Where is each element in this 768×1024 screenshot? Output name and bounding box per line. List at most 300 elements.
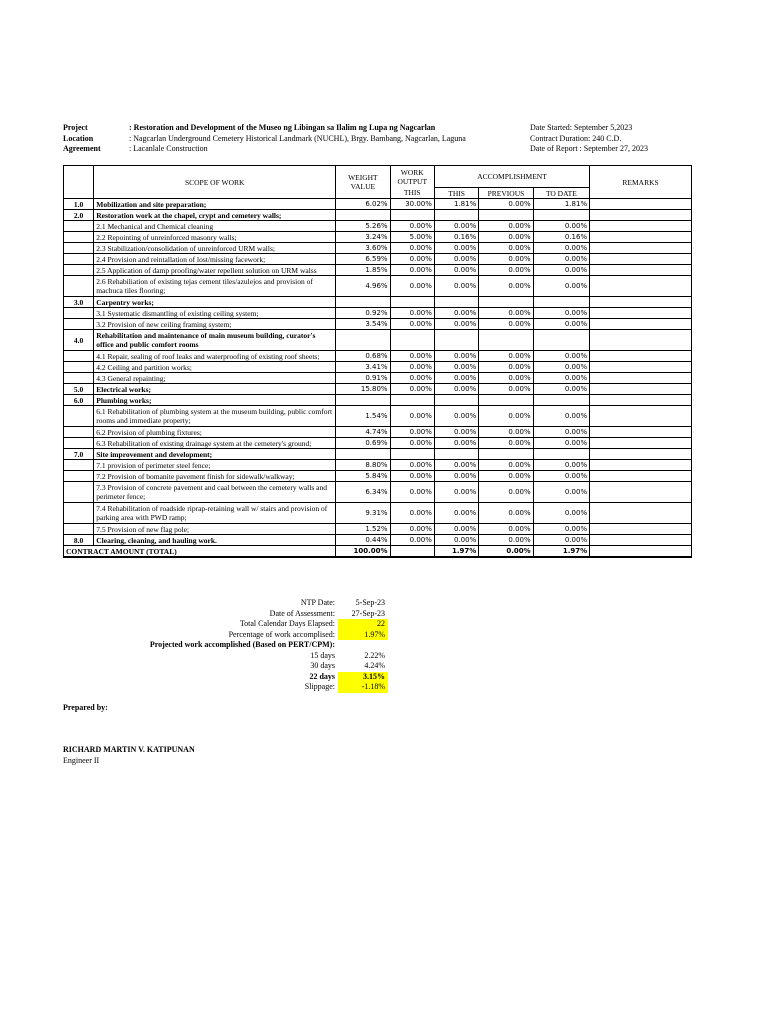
date-of-report: Date of Report : September 27, 2023 [530,144,648,153]
summary-label: Percentage of work accomplised: [228,629,335,639]
contract-duration: Contract Duration: 240 C.D. [530,133,622,143]
total-label: CONTRACT AMOUNT (TOTAL) [64,546,336,558]
remarks [590,232,692,243]
weight-value: 15.80% [336,384,390,395]
header-label: Location [63,133,94,143]
table-row [64,276,692,297]
weight-value: 3.24% [336,232,390,243]
accomplishment-this: 0.00% [434,427,478,438]
accomplishment-previous: 0.00% [479,535,533,546]
accomplishment-previous: 0.00% [479,373,533,384]
accomplishment-this: 0.00% [434,524,478,535]
col-no [64,166,94,199]
weight-value: 4.96% [336,276,390,297]
accomplishment-previous: 0.00% [479,362,533,373]
accomplishment-to-date: 0.00% [533,503,589,524]
work-output: 0.00% [390,438,434,449]
remarks [590,210,692,221]
accomplishment-this: 0.00% [434,362,478,373]
col-previous: PREVIOUS [479,188,533,199]
item-number: 5.0 [64,384,94,395]
item-number [64,406,94,427]
weight-value: 0.69% [336,438,390,449]
weight-value: 3.60% [336,243,390,254]
accomplishment-to-date: 0.00% [533,524,589,535]
accomplishment-to-date: 0.16% [533,232,589,243]
item-description: Clearing, cleaning, and hauling work. [94,535,336,546]
accomplishment-to-date: 0.00% [533,460,589,471]
accomplishment-previous [479,330,533,351]
accomplishment-previous: 0.00% [479,319,533,330]
work-output [390,449,434,460]
remarks [590,384,692,395]
table-row [64,210,692,221]
summary-row [130,682,388,693]
weight-value: 1.54% [336,406,390,427]
accomplishment-this: 0.00% [434,438,478,449]
weight-value: 9.31% [336,503,390,524]
table-row [64,362,692,373]
accomplishment-to-date: 0.00% [533,221,589,232]
remarks [590,535,692,546]
remarks [590,449,692,460]
item-number: 8.0 [64,535,94,546]
accomplishment-previous: 0.00% [479,243,533,254]
work-output: 0.00% [390,319,434,330]
col-remarks: REMARKS [590,166,692,199]
weight-value: 3.54% [336,319,390,330]
summary-row [130,672,388,683]
header-value: : Nagcarlan Underground Cemetery Historical Landmark (NUCHL), Brgy. Bambang, Nagcarlan, Laguna [129,133,466,143]
summary-row [130,651,388,662]
accomplishment-to-date: 0.00% [533,482,589,503]
weight-value: 1.52% [336,524,390,535]
weight-value: 5.26% [336,221,390,232]
summary-value: 4.24% [364,661,385,670]
total-output [390,546,434,558]
table-row [64,373,692,384]
table-row [64,438,692,449]
item-description: 3.2 Provision of new ceiling framing system; [94,319,336,330]
work-output: 0.00% [390,276,434,297]
table-row [64,427,692,438]
item-number [64,319,94,330]
accomplishment-previous: 0.00% [479,427,533,438]
accomplishment-this: 0.00% [434,373,478,384]
work-output: 0.00% [390,460,434,471]
item-number: 7.0 [64,449,94,460]
work-output [390,395,434,406]
accomplishment-to-date: 1.81% [533,199,589,210]
remarks [590,362,692,373]
col-scope: SCOPE OF WORK [94,166,336,199]
accomplishment-to-date: 0.00% [533,384,589,395]
item-description: 7.3 Provision of concrete pavement and caal between the cemetery walls and perimeter fence; [94,482,336,503]
total-weight: 100.00% [336,546,390,558]
accomplishment-this: 0.00% [434,276,478,297]
item-description: 4.2 Ceiling and partition works; [94,362,336,373]
col-to-date: TO DATE [533,188,589,199]
table-row [64,243,692,254]
weight-value: 5.84% [336,471,390,482]
preparer-name: RICHARD MARTIN V. KATIPUNAN [63,745,195,754]
work-output [390,210,434,221]
summary-value: -1.18% [338,682,388,693]
summary-label: Slippage: [304,682,335,691]
work-output: 0.00% [390,351,434,362]
total-this: 1.97% [434,546,478,558]
weight-value: 1.85% [336,265,390,276]
col-accomplishment: ACCOMPLISHMENT [434,166,589,188]
remarks [590,265,692,276]
accomplishment-to-date: 0.00% [533,406,589,427]
work-output: 0.00% [390,482,434,503]
col-work-output: WORK OUTPUT [390,166,434,188]
accomplishment-previous [479,210,533,221]
item-number [64,221,94,232]
remarks [590,319,692,330]
work-output: 0.00% [390,471,434,482]
remarks [590,373,692,384]
weight-value: 0.92% [336,308,390,319]
item-number [64,265,94,276]
accomplishment-to-date: 0.00% [533,471,589,482]
remarks [590,395,692,406]
header-value: : Lacanlale Construction [129,144,208,153]
accomplishment-this: 0.00% [434,482,478,503]
item-number [64,503,94,524]
item-description: 6.2 Provision of plumbing fixtures; [94,427,336,438]
item-description: Rehabilitation and maintenance of main museum building, curator's office and public comfort rooms [94,330,336,351]
table-row [64,232,692,243]
work-output: 0.00% [390,265,434,276]
item-number [64,373,94,384]
weight-value [336,395,390,406]
accomplishment-to-date: 0.00% [533,243,589,254]
remarks [590,471,692,482]
weight-value [336,297,390,308]
work-output: 0.00% [390,373,434,384]
item-description: 2.1 Mechanical and Chemical cleaning [94,221,336,232]
total-row [64,546,692,558]
accomplishment-this: 0.00% [434,221,478,232]
accomplishment-previous: 0.00% [479,482,533,503]
header-label: Agreement [63,144,101,153]
accomplishment-to-date: 0.00% [533,351,589,362]
weight-value: 8.80% [336,460,390,471]
remarks [590,199,692,210]
accomplishment-to-date: 0.00% [533,308,589,319]
accomplishment-previous: 0.00% [479,503,533,524]
item-description: 2.2 Repointing of unreinforced masonry walls; [94,232,336,243]
table-row [64,503,692,524]
work-output [390,330,434,351]
table-row [64,199,692,210]
item-number [64,254,94,265]
item-description: 3.1 Systematic dismantling of existing ceiling system; [94,308,336,319]
item-description: 6.3 Rehabilitation of existing drainage system at the cemetery's ground; [94,438,336,449]
table-row [64,265,692,276]
weight-value [336,449,390,460]
item-description: 4.3 General repainting; [94,373,336,384]
summary-row [130,640,388,651]
accomplishment-to-date: 0.00% [533,265,589,276]
remarks [590,308,692,319]
remarks [590,351,692,362]
total-to-date: 1.97% [533,546,589,558]
accomplishment-previous: 0.00% [479,406,533,427]
work-output: 0.00% [390,308,434,319]
weight-value: 0.68% [336,351,390,362]
item-number [64,276,94,297]
date-started: Date Started: September 5,2023 [530,123,633,132]
summary-label: 15 days [310,650,335,660]
work-output: 0.00% [390,406,434,427]
item-number: 2.0 [64,210,94,221]
accomplishment-previous: 0.00% [479,265,533,276]
accomplishment-this: 0.00% [434,308,478,319]
accomplishment-this: 0.00% [434,406,478,427]
accomplishment-to-date: 0.00% [533,535,589,546]
work-output: 0.00% [390,221,434,232]
work-output: 0.00% [390,384,434,395]
item-description: Restoration work at the chapel, crypt and cemetery walls; [94,210,336,221]
item-number [64,471,94,482]
work-output: 0.00% [390,254,434,265]
total-remarks [590,546,692,558]
accomplishment-previous: 0.00% [479,254,533,265]
item-number [64,482,94,503]
table-row [64,395,692,406]
work-output: 0.00% [390,243,434,254]
accomplishment-previous: 0.00% [479,308,533,319]
item-number [64,438,94,449]
weight-value: 3.41% [336,362,390,373]
table-row [64,524,692,535]
table-row [64,460,692,471]
weight-value: 6.59% [336,254,390,265]
accomplishment-this: 0.00% [434,254,478,265]
summary-value: 1.97% [338,630,388,641]
header-label: Project [63,123,88,132]
prepared-by-label: Prepared by: [63,703,108,712]
accomplishment-previous: 0.00% [479,438,533,449]
table-row [64,351,692,362]
accomplishment-previous: 0.00% [479,276,533,297]
summary-value: 27-Sep-23 [351,608,385,618]
accomplishment-this: 1.81% [434,199,478,210]
summary-value: 3.15% [338,672,388,683]
summary-value: 5-Sep-23 [355,598,385,607]
table-row [64,535,692,546]
weight-value: 4.74% [336,427,390,438]
remarks [590,460,692,471]
summary-label: 30 days [310,661,335,670]
item-description: Carpentry works; [94,297,336,308]
accomplishment-to-date: 0.00% [533,254,589,265]
summary-label: Total Calendar Days Elapsed: [239,619,335,628]
table-row [64,384,692,395]
summary-value: 22 [338,619,388,630]
item-description: 4.1 Repair, sealing of roof leaks and waterproofing of existing roof sheets; [94,351,336,362]
preparer-title: Engineer II [63,756,100,765]
work-output: 0.00% [390,362,434,373]
accomplishment-this: 0.00% [434,265,478,276]
table-row [64,319,692,330]
project-row [63,123,466,134]
accomplishment-to-date [533,210,589,221]
work-output: 0.00% [390,524,434,535]
work-output: 0.00% [390,427,434,438]
summary-label: 22 days [309,671,335,681]
col-work-output-this: THIS [390,188,434,199]
accomplishment-previous: 0.00% [479,471,533,482]
accomplishment-to-date [533,395,589,406]
work-output: 5.00% [390,232,434,243]
accomplishment-this [434,297,478,308]
accomplishment-previous: 0.00% [479,524,533,535]
item-description: 2.4 Provision and reintallation of lost/missing facework; [94,254,336,265]
item-number: 4.0 [64,330,94,351]
item-description: 2.5 Application of damp proofing/water repellent solution on URM walss [94,265,336,276]
table-row [64,406,692,427]
summary-label: Projected work accomplished (Based on PERT/CPM): [149,640,335,649]
accomplishment-this: 0.00% [434,460,478,471]
summary-value: 2.22% [364,650,385,660]
weight-value [336,330,390,351]
project-header [63,123,466,155]
col-weight: WEIGHT VALUE [336,166,390,199]
accomplishment-to-date: 0.00% [533,276,589,297]
accomplishment-this: 0.00% [434,503,478,524]
weight-value [336,210,390,221]
table-row [64,330,692,351]
summary-label: NTP Date: [300,598,335,607]
accomplishment-this: 0.00% [434,384,478,395]
weight-value: 0.44% [336,535,390,546]
item-number [64,362,94,373]
item-description: Plumbing works; [94,395,336,406]
accomplishment-to-date [533,297,589,308]
accomplishment-to-date: 0.00% [533,438,589,449]
accomplishment-previous: 0.00% [479,221,533,232]
accomplishment-to-date [533,449,589,460]
accomplishment-previous [479,449,533,460]
item-description: 7.2 Provision of bomanite pavement finish for sidewalk/walkway; [94,471,336,482]
date-info [530,123,648,155]
work-output: 0.00% [390,503,434,524]
work-output: 0.00% [390,535,434,546]
remarks [590,243,692,254]
remarks [590,254,692,265]
table-row [64,471,692,482]
accomplishment-to-date [533,330,589,351]
table-row [64,297,692,308]
accomplishment-this: 0.00% [434,351,478,362]
remarks [590,524,692,535]
table-row [64,308,692,319]
weight-value: 6.02% [336,199,390,210]
work-output: 30.00% [390,199,434,210]
assessment-summary [130,598,388,693]
header-value: : Restoration and Development of the Museo ng Libingan sa Ilalim ng Lupa ng Nagcarlan [129,123,436,132]
item-number: 3.0 [64,297,94,308]
accomplishment-to-date: 0.00% [533,319,589,330]
accomplishment-this: 0.00% [434,243,478,254]
accomplishment-this [434,395,478,406]
item-description: 6.1 Rehabilitation of plumbing system at the museum building, public comfort rooms and immediate property; [94,406,336,427]
accomplishment-this: 0.00% [434,471,478,482]
weight-value: 0.91% [336,373,390,384]
accomplishment-this: 0.00% [434,535,478,546]
remarks [590,427,692,438]
accomplishment-to-date: 0.00% [533,362,589,373]
item-number [64,427,94,438]
accomplishment-previous: 0.00% [479,351,533,362]
location-row [63,134,466,145]
summary-row [130,630,388,641]
col-this: THIS [434,188,478,199]
accomplishment-previous: 0.00% [479,232,533,243]
summary-value [338,640,388,651]
item-description: Electrical works; [94,384,336,395]
remarks [590,330,692,351]
item-number [64,308,94,319]
weight-value: 6.34% [336,482,390,503]
remarks [590,438,692,449]
item-description: 7.5 Provision of new flag pole; [94,524,336,535]
table-row [64,449,692,460]
accomplishment-table [63,165,692,558]
remarks [590,482,692,503]
item-number: 1.0 [64,199,94,210]
table-row [64,254,692,265]
item-description: Site improvement and development; [94,449,336,460]
item-number [64,460,94,471]
remarks [590,503,692,524]
item-description: 7.4 Rehabilitation of roadside riprap-retaining wall w/ stairs and provision of parking area with PWD ramp; [94,503,336,524]
remarks [590,406,692,427]
item-number [64,351,94,362]
remarks [590,297,692,308]
item-description: Mobilization and site preparation; [94,199,336,210]
summary-row [130,619,388,630]
accomplishment-previous: 0.00% [479,460,533,471]
accomplishment-to-date: 0.00% [533,427,589,438]
table-row [64,221,692,232]
item-number [64,524,94,535]
item-number: 6.0 [64,395,94,406]
summary-row [130,661,388,672]
accomplishment-this [434,330,478,351]
summary-row [130,609,388,620]
summary-label: Date of Assessment: [269,608,335,618]
accomplishment-to-date: 0.00% [533,373,589,384]
item-number [64,243,94,254]
table-row [64,482,692,503]
accomplishment-this [434,449,478,460]
remarks [590,221,692,232]
accomplishment-this: 0.16% [434,232,478,243]
accomplishment-previous: 0.00% [479,384,533,395]
item-description: 2.3 Stabilization/consolidation of unreinforced URM walls; [94,243,336,254]
accomplishment-previous: 0.00% [479,199,533,210]
item-number [64,232,94,243]
accomplishment-previous [479,395,533,406]
total-previous: 0.00% [479,546,533,558]
work-output [390,297,434,308]
accomplishment-this: 0.00% [434,319,478,330]
